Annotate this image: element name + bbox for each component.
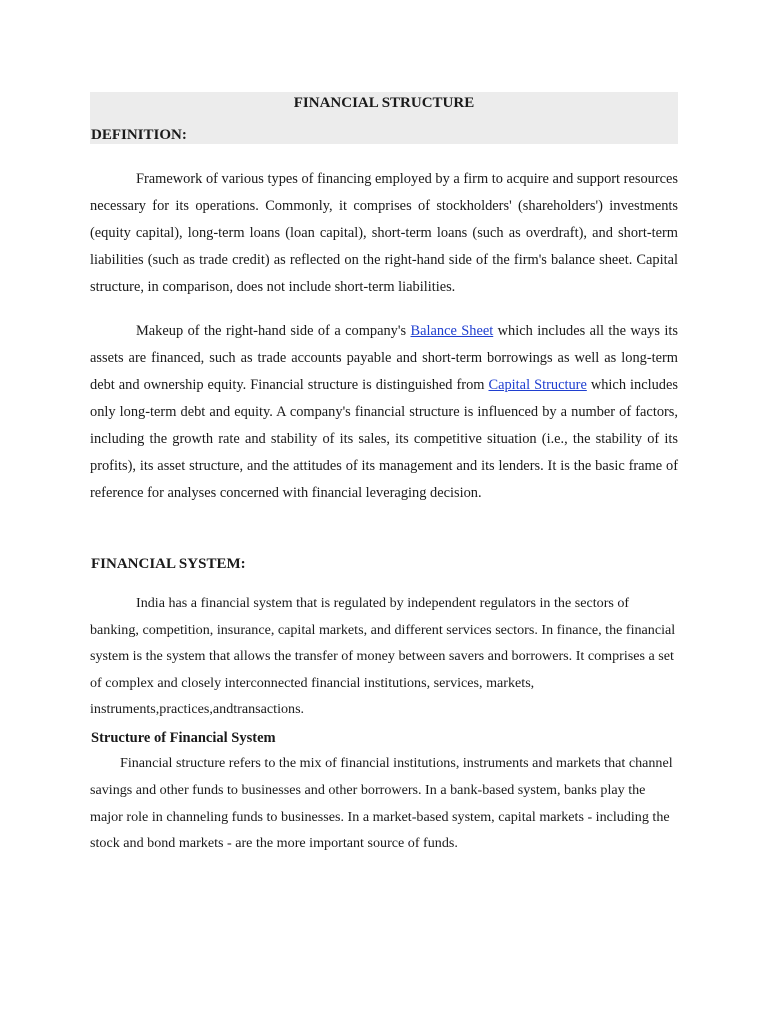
para2-text-a: Makeup of the right-hand side of a company's [136,323,411,339]
structure-heading: Structure of Financial System [91,730,276,746]
document-title: FINANCIAL STRUCTURE [293,95,475,111]
para2-text-c: which includes only long-term debt and equity. A company's financial structure is influenced by a number of factors, including the growth rate and stability of its sales, its competitive situation (i.e., the stability of its profits), its asset structure, and the attitudes of its management and its lenders. It is the basic frame of reference for analyses concerned with financial leveraging decision. [90,377,678,501]
definition-paragraph-2 [90,318,678,507]
structure-paragraph: Financial structure refers to the mix of financial institutions, instruments and markets that channel savings and other funds to businesses and other borrowers. In a bank-based system, banks play the major role in channeling funds to businesses. In a market-based system, capital markets - including the stock and bond markets - are the more important source of funds. [90,755,673,852]
definition-heading: DEFINITION: [91,127,187,143]
para2-text-b: which includes all the ways its assets are financed, such as trade accounts payable and short-term borrowings as well as long-term debt and ownership equity. Financial structure is distinguished from [90,323,678,393]
financial-system-heading: FINANCIAL SYSTEM: [91,556,246,572]
definition-paragraph-1: Framework of various types of financing employed by a firm to acquire and support resources necessary for its operations. Commonly, it comprises of stockholders' (shareholders') investments (equity capital), long-term loans (loan capital), short-term loans (such as overdraft), and short-term liabilities (such as trade credit) as reflected on the right-hand side of the firm's balance sheet. Capital structure, in comparison, does not include short-term liabilities. [90,171,678,295]
balance-sheet-link[interactable]: Balance Sheet [410,323,494,339]
capital-structure-link[interactable]: Capital Structure [488,377,587,393]
financial-system-paragraph: India has a financial system that is regulated by independent regulators in the sectors of banking, competition, insurance, capital markets, and different services sectors. In finance, the financial system is the system that allows the transfer of money between savers and borrowers. It comprises a set of complex and closely interconnected financial institutions, services, markets, instruments,practices,andtransactions. [90,595,676,718]
